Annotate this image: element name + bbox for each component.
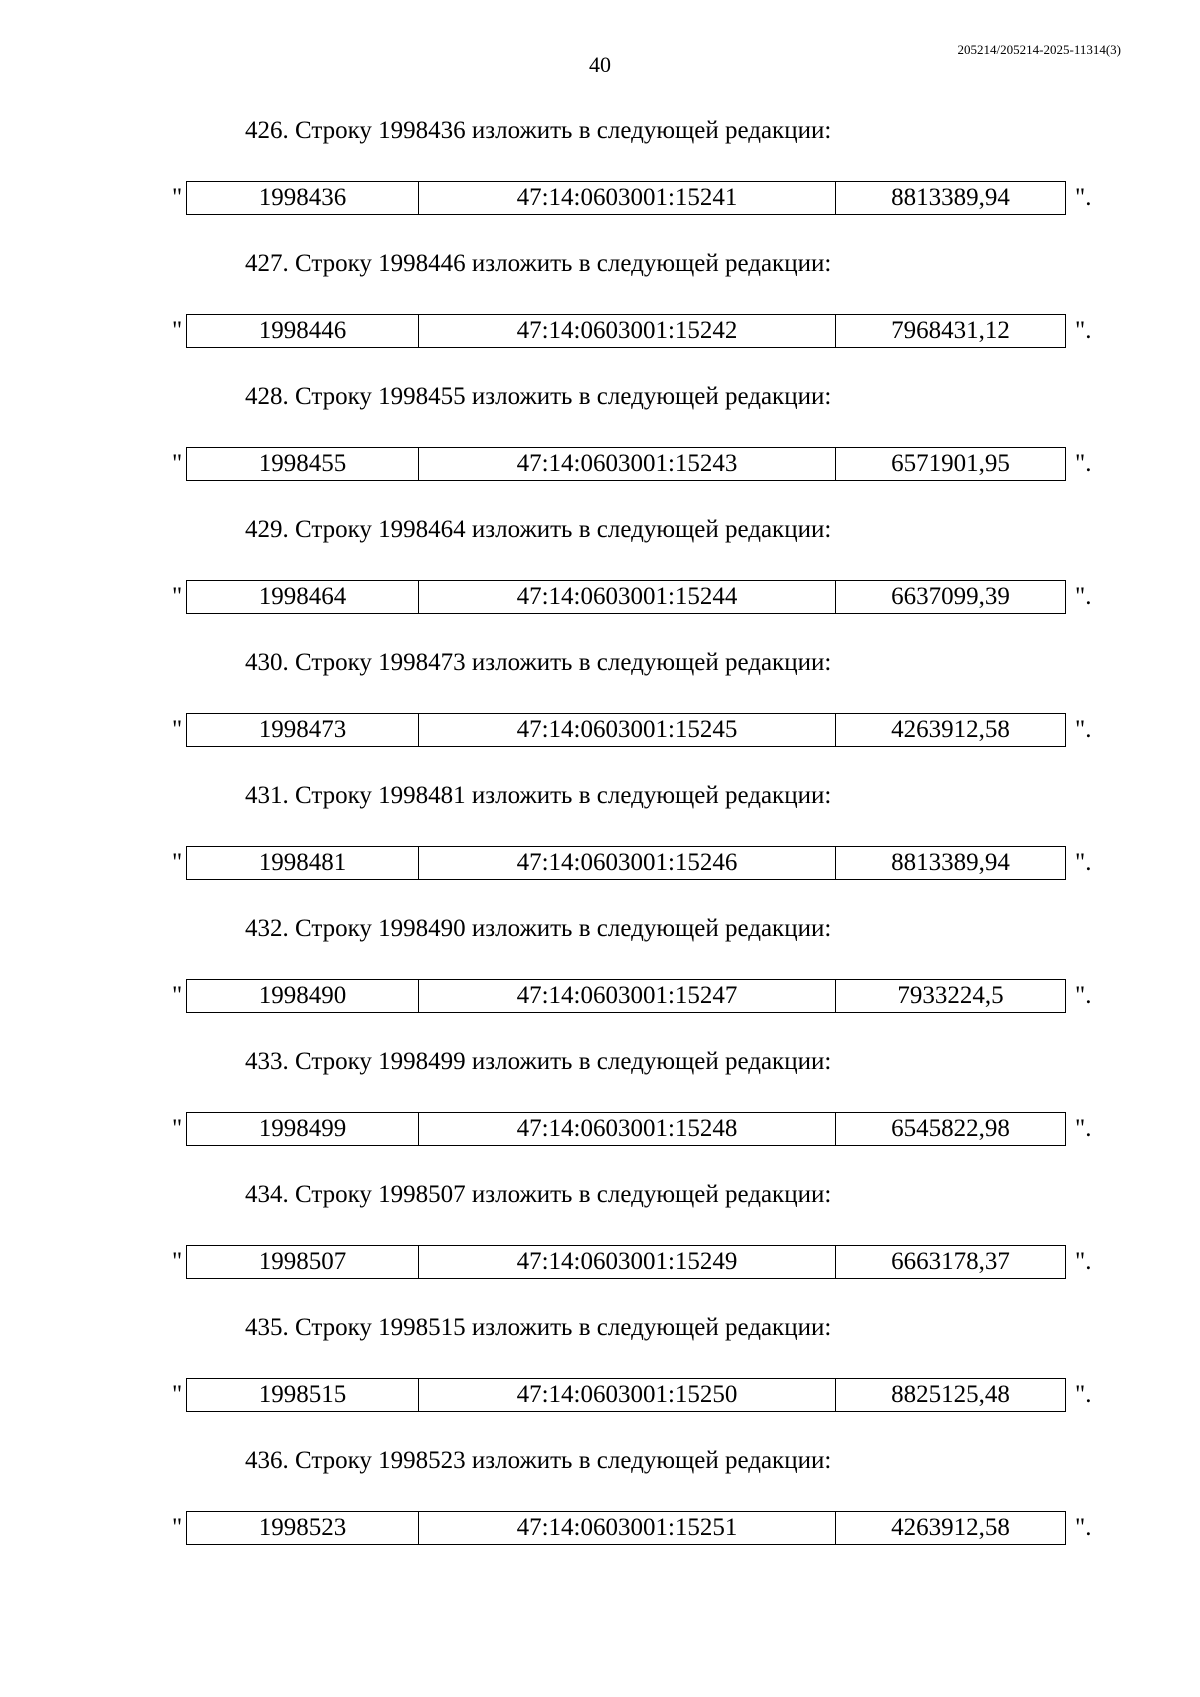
table-row (186, 1112, 1066, 1146)
cadastral-number-cell: 47:14:0603001:15248 (419, 1113, 836, 1145)
row-code-cell: 1998481 (187, 847, 419, 879)
amendment-entry (0, 513, 1200, 646)
opening-quote: " (172, 982, 183, 1009)
page-number: 40 (589, 52, 611, 77)
amendment-instruction: 428. Строку 1998455 изложить в следующей редакции: (245, 383, 832, 410)
table-row (186, 1245, 1066, 1279)
cadastral-number-cell: 47:14:0603001:15242 (419, 315, 836, 347)
opening-quote: " (172, 317, 183, 344)
opening-quote: " (172, 1248, 183, 1275)
amendment-instruction: 429. Строку 1998464 изложить в следующей редакции: (245, 516, 832, 543)
value-cell: 7968431,12 (891, 317, 1010, 344)
amendment-entry (0, 1311, 1200, 1444)
closing-quote: ". (1075, 184, 1092, 211)
amendment-entry (0, 1045, 1200, 1178)
amendment-instruction: 432. Строку 1998490 изложить в следующей редакции: (245, 915, 832, 942)
row-code-cell: 1998507 (187, 1246, 419, 1278)
opening-quote: " (172, 849, 183, 876)
cadastral-number-cell: 47:14:0603001:15246 (419, 847, 836, 879)
value-cell: 6637099,39 (891, 583, 1010, 610)
row-code-cell: 1998436 (187, 182, 419, 214)
cadastral-number-cell: 47:14:0603001:15251 (419, 1512, 836, 1544)
amendment-instruction: 427. Строку 1998446 изложить в следующей редакции: (245, 250, 832, 277)
closing-quote: ". (1075, 1248, 1092, 1275)
table-row (186, 1511, 1066, 1545)
row-code-cell: 1998446 (187, 315, 419, 347)
amendment-entry (0, 912, 1200, 1045)
opening-quote: " (172, 1514, 183, 1541)
value-cell: 4263912,58 (891, 1514, 1010, 1541)
amendment-instruction: 436. Строку 1998523 изложить в следующей редакции: (245, 1447, 832, 1474)
table-row (186, 979, 1066, 1013)
amendment-entry (0, 247, 1200, 380)
cadastral-number-cell: 47:14:0603001:15244 (419, 581, 836, 613)
table-row (186, 314, 1066, 348)
value-cell: 6545822,98 (891, 1115, 1010, 1142)
closing-quote: ". (1075, 1514, 1092, 1541)
amendment-instruction: 433. Строку 1998499 изложить в следующей редакции: (245, 1048, 832, 1075)
value-cell: 8813389,94 (891, 184, 1010, 211)
amendment-entry (0, 779, 1200, 912)
table-row (186, 1378, 1066, 1412)
amendment-instruction: 426. Строку 1998436 изложить в следующей редакции: (245, 117, 832, 144)
row-code-cell: 1998515 (187, 1379, 419, 1411)
value-cell: 8825125,48 (891, 1381, 1010, 1408)
cadastral-number-cell: 47:14:0603001:15249 (419, 1246, 836, 1278)
opening-quote: " (172, 1381, 183, 1408)
amendment-list (0, 114, 1200, 1577)
amendment-instruction: 434. Строку 1998507 изложить в следующей редакции: (245, 1181, 832, 1208)
closing-quote: ". (1075, 1381, 1092, 1408)
closing-quote: ". (1075, 583, 1092, 610)
table-row (186, 846, 1066, 880)
amendment-instruction: 435. Строку 1998515 изложить в следующей редакции: (245, 1314, 832, 1341)
opening-quote: " (172, 184, 183, 211)
amendment-entry (0, 646, 1200, 779)
amendment-entry (0, 1178, 1200, 1311)
cadastral-number-cell: 47:14:0603001:15247 (419, 980, 836, 1012)
cadastral-number-cell: 47:14:0603001:15243 (419, 448, 836, 480)
amendment-entry (0, 1444, 1200, 1577)
closing-quote: ". (1075, 982, 1092, 1009)
opening-quote: " (172, 1115, 183, 1142)
table-row (186, 580, 1066, 614)
table-row (186, 181, 1066, 215)
cadastral-number-cell: 47:14:0603001:15250 (419, 1379, 836, 1411)
value-cell: 6571901,95 (891, 450, 1010, 477)
amendment-instruction: 430. Строку 1998473 изложить в следующей редакции: (245, 649, 832, 676)
document-id: 205214/205214-2025-11314(3) (957, 42, 1121, 57)
closing-quote: ". (1075, 450, 1092, 477)
row-code-cell: 1998499 (187, 1113, 419, 1145)
closing-quote: ". (1075, 849, 1092, 876)
value-cell: 7933224,5 (897, 982, 1004, 1009)
row-code-cell: 1998455 (187, 448, 419, 480)
opening-quote: " (172, 450, 183, 477)
row-code-cell: 1998523 (187, 1512, 419, 1544)
amendment-entry (0, 380, 1200, 513)
amendment-entry (0, 114, 1200, 247)
table-row (186, 447, 1066, 481)
opening-quote: " (172, 716, 183, 743)
row-code-cell: 1998473 (187, 714, 419, 746)
table-row (186, 713, 1066, 747)
amendment-instruction: 431. Строку 1998481 изложить в следующей редакции: (245, 782, 832, 809)
row-code-cell: 1998464 (187, 581, 419, 613)
closing-quote: ". (1075, 317, 1092, 344)
cadastral-number-cell: 47:14:0603001:15245 (419, 714, 836, 746)
closing-quote: ". (1075, 716, 1092, 743)
value-cell: 6663178,37 (891, 1248, 1010, 1275)
value-cell: 4263912,58 (891, 716, 1010, 743)
value-cell: 8813389,94 (891, 849, 1010, 876)
opening-quote: " (172, 583, 183, 610)
closing-quote: ". (1075, 1115, 1092, 1142)
row-code-cell: 1998490 (187, 980, 419, 1012)
cadastral-number-cell: 47:14:0603001:15241 (419, 182, 836, 214)
